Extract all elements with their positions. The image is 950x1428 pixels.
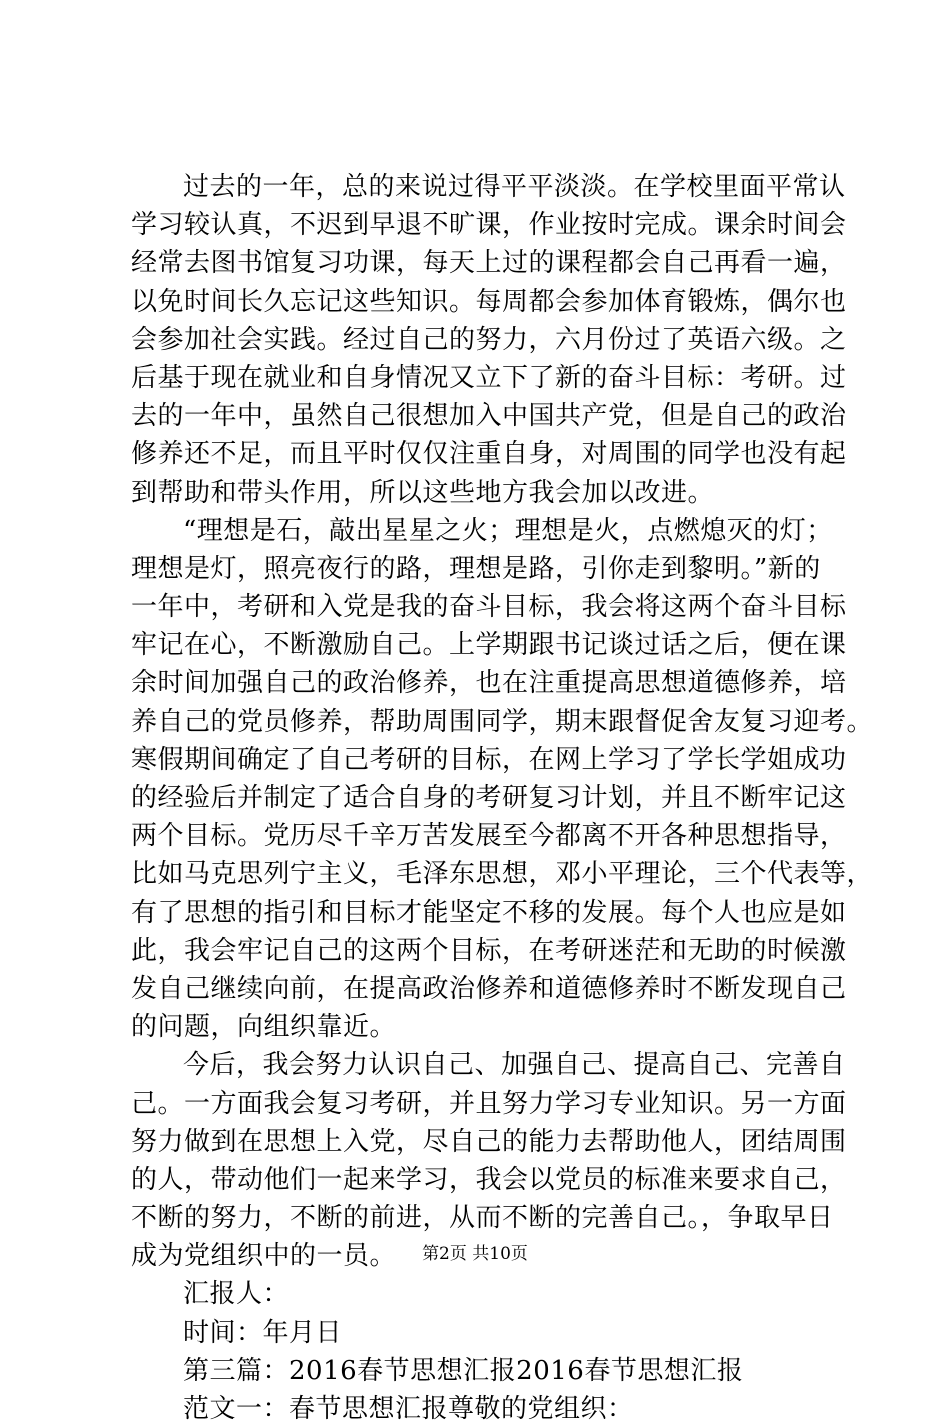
text-line: 发自己继续向前，在提高政治修养和道德修养时不断发现自己	[131, 973, 847, 1004]
text-line: 修养还不足，而且平时仅仅注重自身，对周围的同学也没有起	[131, 439, 847, 470]
text-line: 成为党组织中的一员。	[131, 1241, 397, 1272]
page-footer: 第2页 共10页	[422, 1244, 528, 1264]
text-line: 学习较认真，不迟到早退不旷课，作业按时完成。课余时间会	[131, 210, 847, 241]
text-line: 牢记在心，不断激励自己。上学期跟书记谈过话之后，便在课	[131, 630, 847, 661]
text-line: 的问题，向组织靠近。	[131, 1012, 397, 1043]
document-body	[131, 168, 874, 1428]
text-line: 不断的努力，不断的前进，从而不断的完善自己。，争取早日	[131, 1203, 834, 1234]
text-line: 理想是灯，照亮夜行的路，理想是路，引你走到黎明。”新的	[131, 553, 821, 584]
text-line: 养自己的党员修养，帮助周围同学，期末跟督促舍友复习迎考。	[131, 706, 874, 737]
text-line: 以免时间长久忘记这些知识。每周都会参加体育锻炼，偶尔也	[131, 286, 847, 317]
text-line: 的人，带动他们一起来学习，我会以党员的标准来要求自己，	[131, 1164, 847, 1195]
text-line: 去的一年中，虽然自己很想加入中国共产党，但是自己的政治	[131, 401, 847, 432]
text-line: 两个目标。党历尽千辛万苦发展至今都离不开各种思想指导，	[131, 821, 847, 852]
text-line: 后基于现在就业和自身情况又立下了新的奋斗目标：考研。过	[131, 362, 847, 393]
text-line: 余时间加强自己的政治修养，也在注重提高思想道德修养，培	[131, 668, 847, 699]
text-line: 的经验后并制定了适合自身的考研复习计划，并且不断牢记这	[131, 783, 847, 813]
text-line: 汇报人：	[183, 1279, 290, 1310]
text-line: 寒假期间确定了自己考研的目标，在网上学习了学长学姐成功	[131, 744, 847, 775]
text-line: 经常去图书馆复习功课，每天上过的课程都会自己再看一遍，	[131, 248, 847, 279]
text-line: 过去的一年，总的来说过得平平淡淡。在学校里面平常认	[183, 172, 846, 202]
text-line: 努力做到在思想上入党，尽自己的能力去帮助他人，团结周围	[131, 1126, 847, 1157]
text-line: 今后，我会努力认识自己、加强自己、提高自己、完善自	[183, 1050, 846, 1081]
text-line: 一年中，考研和入党是我的奋斗目标，我会将这两个奋斗目标	[131, 592, 847, 623]
text-line: 范文一：春节思想汇报尊敬的党组织：	[183, 1394, 634, 1424]
text-line: 第三篇：2016春节思想汇报2016春节思想汇报	[183, 1355, 744, 1386]
text-line: “理想是石，敲出星星之火；理想是火，点燃熄灭的灯；	[183, 515, 833, 546]
text-line: 时间：年月日	[183, 1317, 343, 1348]
text-line: 有了思想的指引和目标才能坚定不移的发展。每个人也应是如	[131, 897, 847, 928]
text-line: 到帮助和带头作用，所以这些地方我会加以改进。	[131, 477, 715, 508]
text-line: 此，我会牢记自己的这两个目标，在考研迷茫和无助的时候激	[131, 935, 847, 966]
text-line: 己。一方面我会复习考研，并且努力学习专业知识。另一方面	[131, 1088, 847, 1119]
text-line: 会参加社会实践。经过自己的努力，六月份过了英语六级。之	[131, 324, 847, 355]
text-line: 比如马克思列宁主义，毛泽东思想，邓小平理论，三个代表等，	[131, 859, 874, 890]
